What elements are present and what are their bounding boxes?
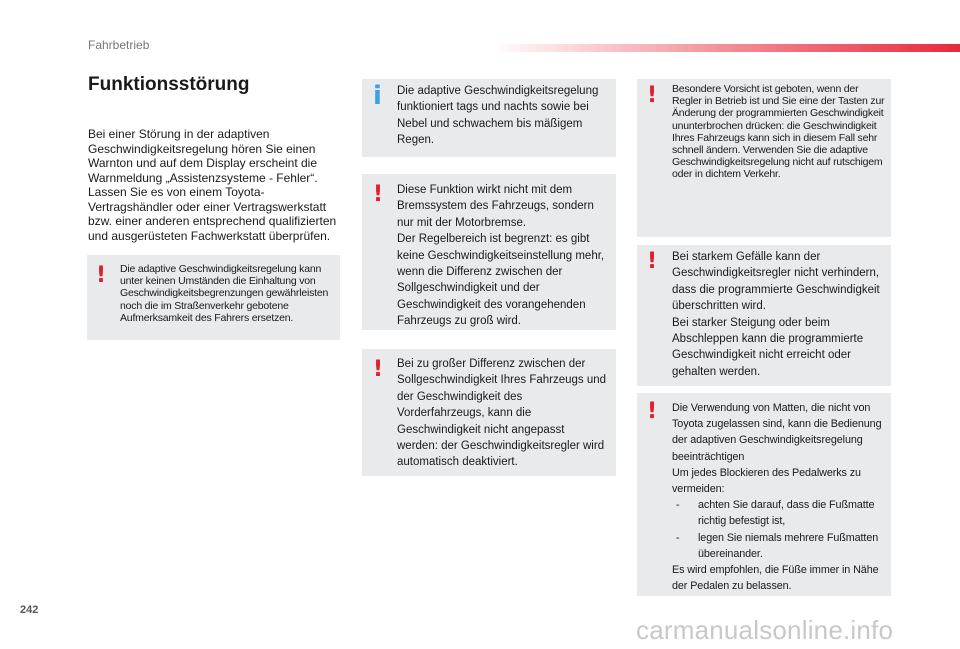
list-item <box>672 497 888 529</box>
dash-bullet: - <box>676 531 680 544</box>
warning-icon: ! <box>647 399 658 424</box>
warning-box-speed-buttons <box>637 79 891 237</box>
mats-outro: Es wird empfohlen, die Füße immer in Nähe der Pedalen zu belassen. <box>672 564 879 593</box>
page-number: 242 <box>20 604 39 616</box>
watermark: carmanualsonline.info <box>636 615 894 645</box>
warning-box-engine-brake <box>362 174 616 330</box>
list-item <box>672 530 888 562</box>
warning-icon: ! <box>647 249 658 274</box>
mats-intro: Die Verwendung von Matten, die nicht von Toyota zugelassen sind, kann die Bedienung der adaptiven Geschwindigkeitsregelung beeinträchtigen Um jedes Blockieren des Pedalwerks zu vermeiden: <box>672 402 882 496</box>
intro-paragraph: Bei einer Störung in der adaptiven Geschwindigkeitsregelung hören Sie einen Warnton und auf dem Display erscheint die Warnmeldung „Assistenzsysteme - Fehler“. Lassen Sie es von einem Toyota-Vertragshändler oder einer Vertragswerkstatt bzw. einer anderen entsprechend qualifizierten und ausgerüsteten Fachwerkstatt überprüfen. <box>88 127 337 243</box>
warning-box-speed-difference <box>362 349 616 476</box>
warning-box-slope <box>637 245 891 386</box>
header-accent-bar <box>490 44 960 52</box>
warning-icon: ! <box>373 357 384 382</box>
dash-bullet: - <box>676 499 680 512</box>
warning-icon: ! <box>647 83 658 108</box>
warning-text: Diese Funktion wirkt nicht mit dem Bremssystem des Fahrzeugs, sondern nur mit der Motorbremse. Der Regelbereich ist begrenzt: es gibt keine Geschwindigkeitseinstellung mehr, wenn die Differenz zwischen der Sollgeschwindigkeit und der Geschwindigkeit des vorangehenden Fahrzeugs zu groß wird. <box>397 184 605 328</box>
info-icon: i <box>373 81 382 111</box>
warning-text: Bei starkem Gefälle kann der Geschwindigkeitsregler nicht verhindern, dass die programmierte Geschwindigkeit überschritten wird. Bei starker Steigung oder beim Abschleppen kann die programmierte Geschwindigkeit nicht erreicht oder gehalten werden. <box>672 251 880 378</box>
warning-box-speed-limits <box>87 255 340 340</box>
warning-icon: ! <box>96 263 107 288</box>
page-title: Funktionsstörung <box>88 74 250 95</box>
list-item-text: legen Sie niemals mehrere Fußmatten übereinander. <box>698 531 879 560</box>
warning-text: Besondere Vorsicht ist geboten, wenn der Regler in Betrieb ist und Sie eine der Tasten zur Änderung der programmierten Geschwindigkeit ununterbrochen drücken: die Geschwindigkeit Ihres Fahrzeugs kann sich in diesem Fall sehr schnell ändern. Verwenden Sie die adaptive Geschwindigkeitsregelung nicht auf rutschigem oder in dichtem Verkehr. <box>672 83 885 181</box>
section-label: Fahrbetrieb <box>88 38 150 52</box>
info-box-weather <box>362 79 616 157</box>
warning-box-floor-mats <box>637 393 891 596</box>
list-item-text: achten Sie darauf, dass die Fußmatte richtig befestigt ist, <box>698 499 875 528</box>
warning-text: Bei zu großer Differenz zwischen der Sollgeschwindigkeit Ihres Fahrzeugs und der Geschwindigkeit des Vorderfahrzeugs, kann die Geschwindigkeit nicht angepasst werden: der Geschwindigkeitsregler wird automatisch deaktiviert. <box>397 358 607 469</box>
info-text: Die adaptive Geschwindigkeitsregelung funktioniert tags und nachts sowie bei Nebel und schwachem bis mäßigem Regen. <box>397 85 599 147</box>
warning-text <box>672 400 888 594</box>
warning-text: Die adaptive Geschwindigkeitsregelung kann unter keinen Umständen die Einhaltung von Geschwindigkeitsbegrenzungen gewährleisten noch die im Straßenverkehr gebotene Aufmerksamkeit des Fahrers ersetzen. <box>120 263 329 324</box>
warning-icon: ! <box>373 182 384 207</box>
